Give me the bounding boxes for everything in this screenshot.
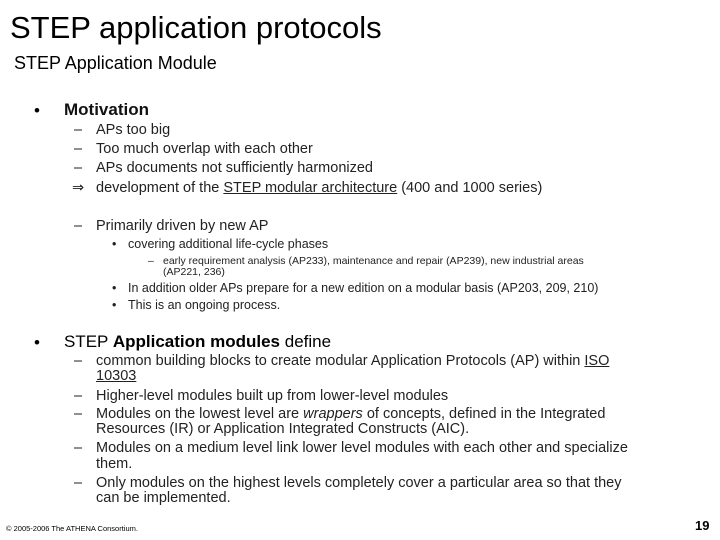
dash-marker: –	[74, 160, 83, 176]
driven-text: Primarily driven by new AP	[96, 218, 269, 234]
modules-item-1-text: common building blocks to create modular Application Protocols (AP) within	[96, 353, 585, 369]
implication-line	[96, 180, 542, 197]
modules-heading	[64, 332, 331, 352]
slide-title: STEP application protocols	[10, 10, 382, 45]
covering-text: covering additional life-cycle phases	[128, 237, 329, 251]
ongoing-text: This is an ongoing process.	[128, 298, 281, 312]
slide-subtitle: STEP Application Module	[14, 53, 217, 73]
dash-marker: –	[74, 406, 83, 422]
dash-marker: –	[74, 141, 83, 157]
iso-number-link[interactable]: 10303	[96, 368, 137, 384]
modules-item-4-line1: Modules on a medium level link lower level modules with each other and specialize	[96, 440, 628, 456]
modules-item-5-line1: Only modules on the highest levels completely cover a particular area so that they	[96, 475, 622, 491]
modules-item-3-a: Modules on the lowest level are	[96, 406, 304, 422]
modules-item-1	[96, 353, 609, 370]
dash-marker: –	[74, 440, 83, 456]
modules-heading-bold: Application modules	[112, 332, 281, 351]
modules-item-3-em: wrappers	[303, 406, 363, 422]
older-aps-text: In addition older APs prepare for a new edition on a modular basis (AP203, 209, 210)	[128, 281, 599, 295]
footer-copyright: © 2005-2006 The ATHENA Consortium.	[6, 524, 138, 533]
modules-heading-suffix: define	[280, 332, 332, 351]
dash-marker: –	[148, 255, 154, 267]
motivation-item: Too much overlap with each other	[96, 141, 313, 157]
modular-architecture-link[interactable]: STEP modular architecture	[223, 180, 398, 196]
modules-item-5-line2: can be implemented.	[96, 490, 231, 506]
page-number: 19	[695, 518, 710, 533]
implies-icon: ⇒	[72, 180, 85, 196]
bullet-marker: •	[112, 298, 117, 312]
implication-prefix: development of the	[96, 180, 224, 196]
implication-suffix: (400 and 1000 series)	[397, 180, 543, 196]
dash-marker: –	[74, 353, 83, 369]
modules-item-3-line2: Resources (IR) or Application Integrated Constructs (AIC).	[96, 421, 470, 437]
bullet-marker: •	[112, 281, 117, 295]
dash-marker: –	[74, 218, 83, 234]
modules-item-2: Higher-level modules built up from lower-level modules	[96, 388, 449, 404]
bullet-marker: •	[34, 101, 40, 120]
early-phase-line1: early requirement analysis (AP233), maintenance and repair (AP239), new industrial areas	[163, 255, 584, 267]
dash-marker: –	[74, 388, 83, 404]
motivation-item: APs too big	[96, 122, 171, 138]
dash-marker: –	[74, 475, 83, 491]
modules-heading-prefix: STEP	[64, 332, 113, 351]
iso-link[interactable]: ISO	[584, 353, 610, 369]
bullet-marker: •	[34, 333, 40, 352]
motivation-item: APs documents not sufficiently harmonized	[96, 160, 373, 176]
modules-item-4-line2: them.	[96, 456, 133, 472]
motivation-heading: Motivation	[64, 100, 149, 119]
dash-marker: –	[74, 122, 83, 138]
bullet-marker: •	[112, 237, 117, 251]
early-phase-line2: (AP221, 236)	[163, 266, 225, 278]
modules-item-3-b: of concepts, defined in the Integrated	[362, 406, 606, 422]
